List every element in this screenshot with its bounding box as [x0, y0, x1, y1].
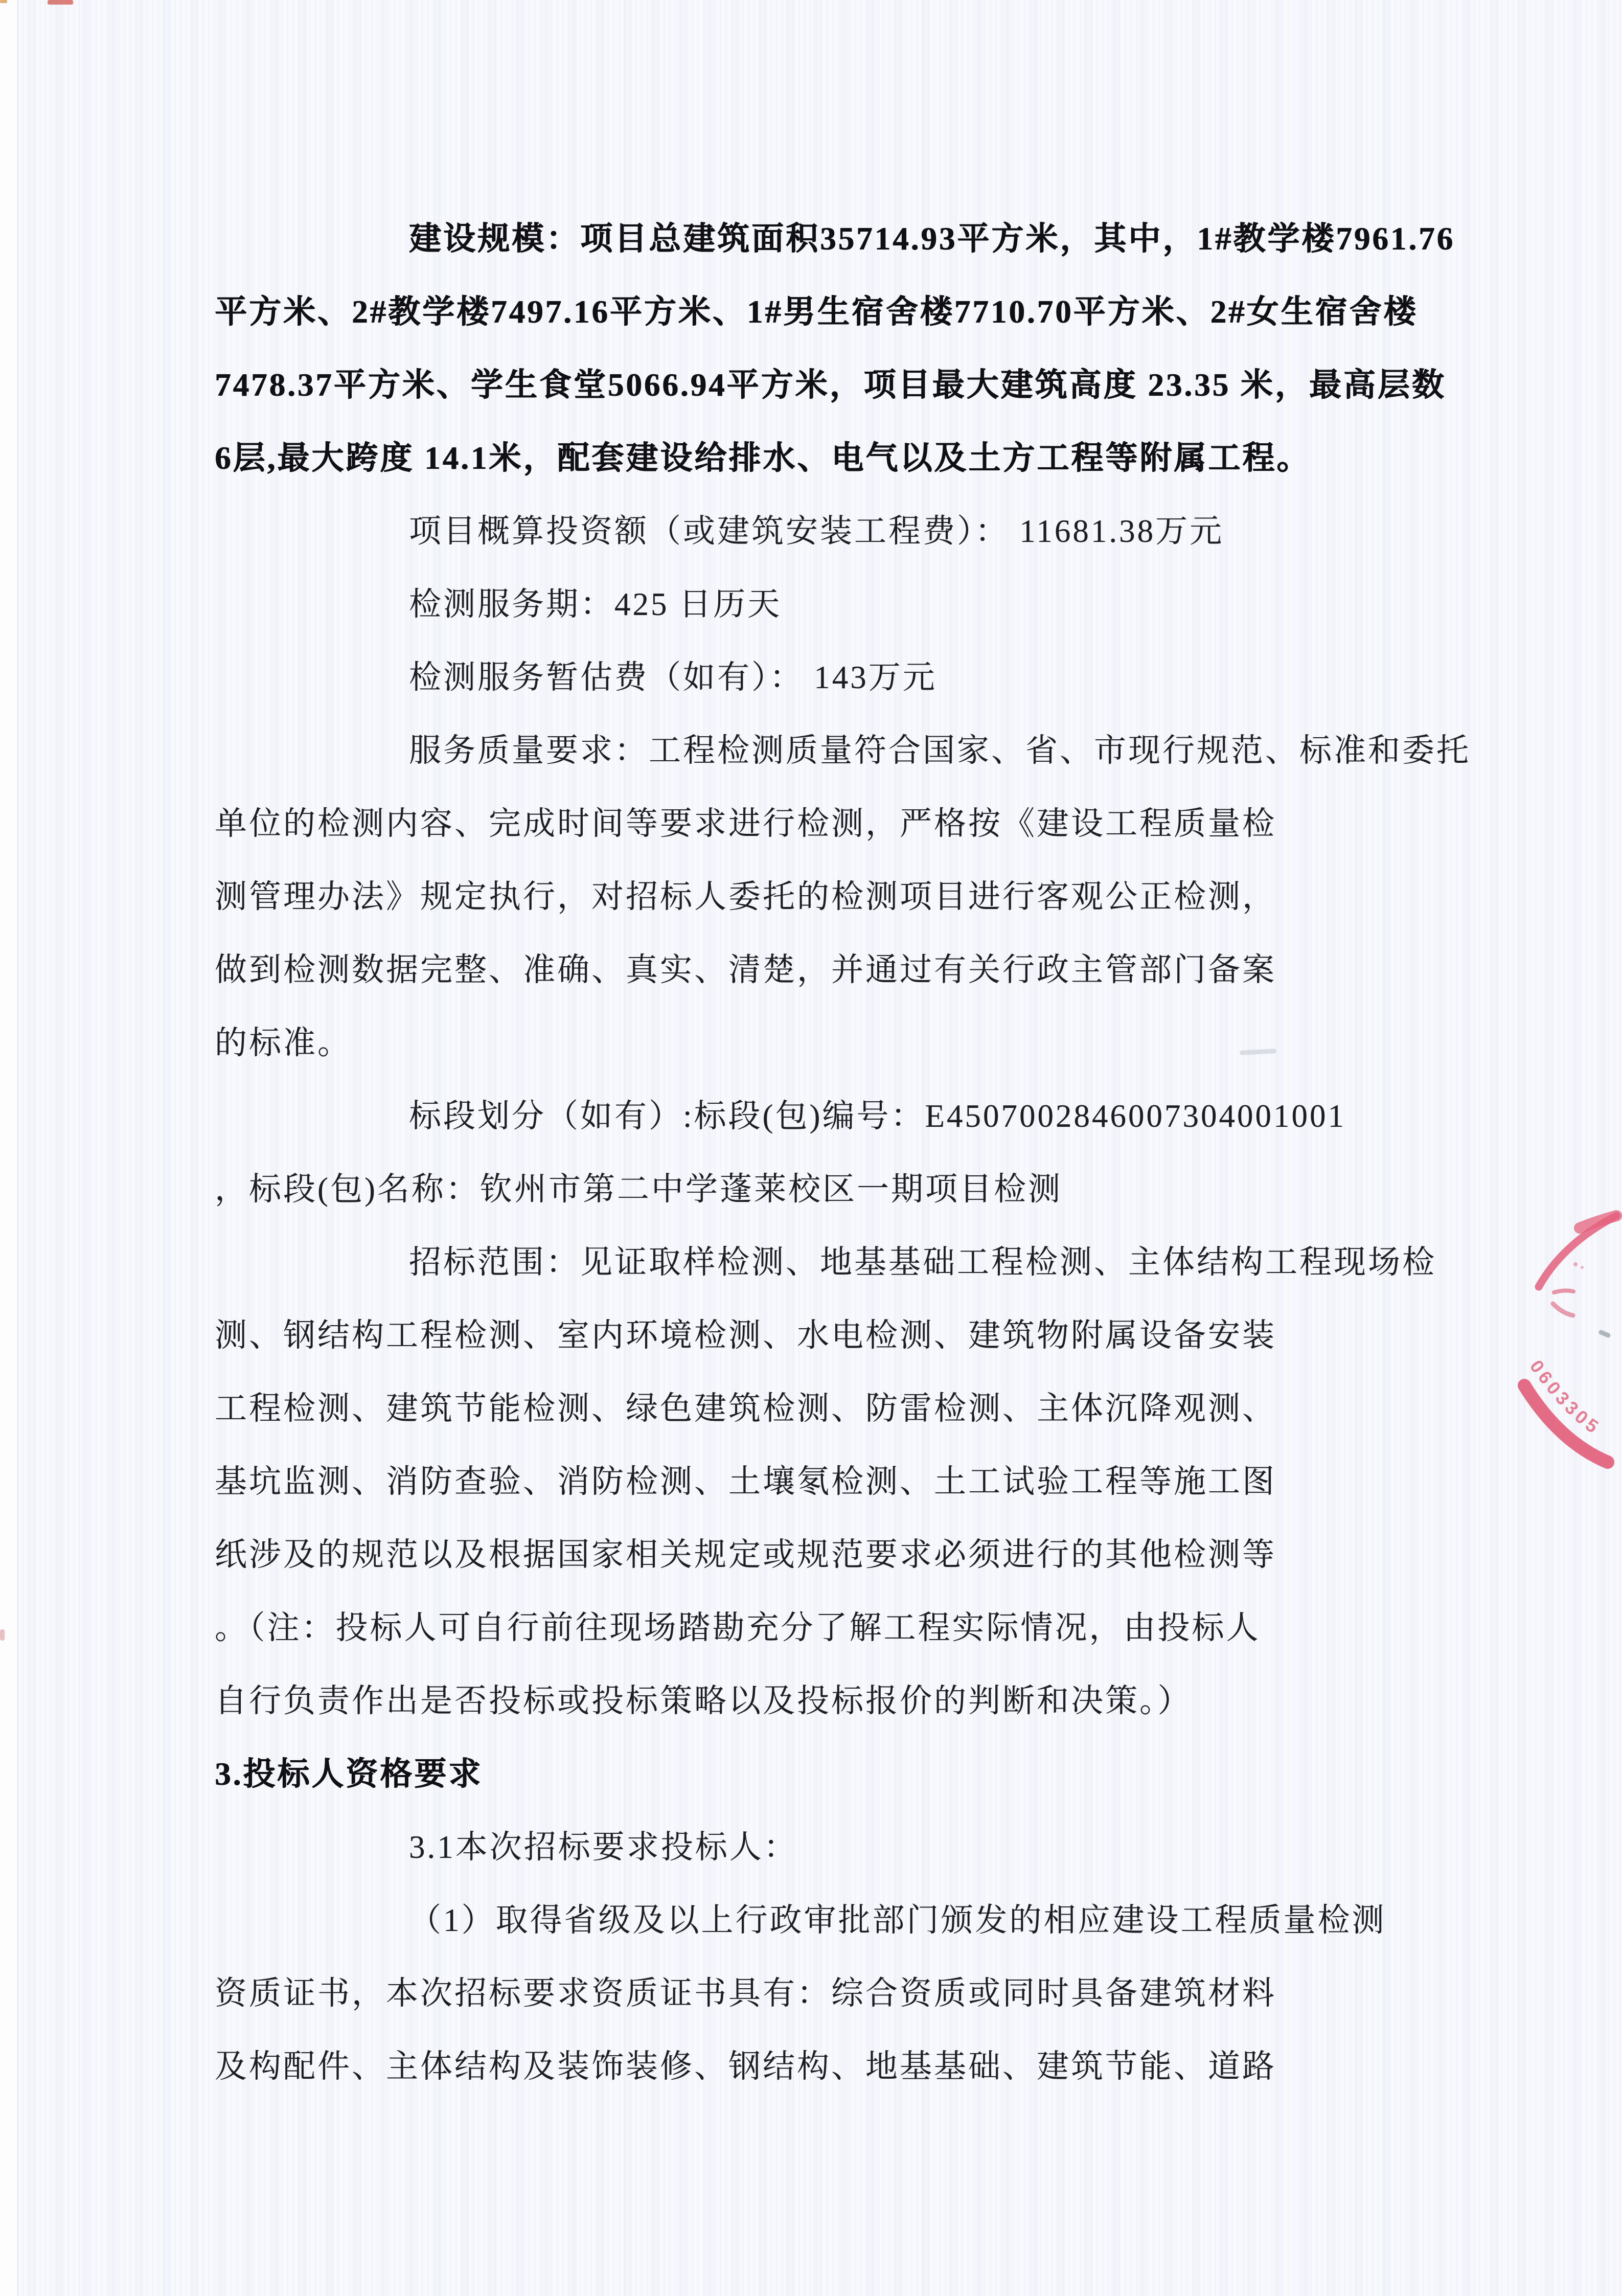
scan-artifact-left-smudge	[0, 1629, 5, 1641]
document-heading-bidder-qualification: 3.投标人资格要求	[215, 1756, 483, 1792]
scan-left-edge	[0, 0, 18, 2296]
document-line: 及构配件、主体结构及装饰装修、钢结构、地基基础、建筑节能、道路	[215, 2049, 1276, 2084]
document-line: 的标准。	[215, 1025, 352, 1061]
document-line: 自行负责作出是否投标或投标策略以及投标报价的判断和决策。）	[215, 1683, 1192, 1719]
document-line: 7478.37平方米、学生食堂5066.94平方米，项目最大建筑高度 23.35 米，最高层数	[215, 367, 1446, 403]
document-line: 建设规模：项目总建筑面积35714.93平方米，其中，1#教学楼7961.76	[409, 221, 1455, 257]
document-line: 3.1本次招标要求投标人：	[409, 1829, 798, 1865]
document-text-block	[215, 202, 1471, 2103]
document-line: 检测服务期：425 日历天	[409, 586, 782, 622]
document-line: 。（注：投标人可自行前往现场踏勘充分了解工程实际情况，由投标人	[215, 1610, 1261, 1646]
stamp-ink-fragment	[1554, 1290, 1573, 1292]
scan-artifact-top-red-mark	[48, 0, 73, 5]
document-line: 检测服务暂估费（如有）： 143万元	[409, 660, 937, 695]
stamp-ring-top-arc-thick-end	[1580, 1216, 1616, 1228]
document-line: ，标段(包)名称：钦州市第二中学蓬莱校区一期项目检测	[215, 1171, 1062, 1207]
document-line: 做到检测数据完整、准确、真实、清楚，并通过有关行政主管部门备案	[215, 952, 1276, 988]
document-line: 测、钢结构工程检测、室内环境检测、水电检测、建筑物附属设备安装	[215, 1317, 1276, 1353]
stamp-ink-fragment	[1553, 1304, 1573, 1315]
stamp-serial-number-text: 0603305	[1525, 1356, 1605, 1439]
document-line: 单位的检测内容、完成时间等要求进行检测，严格按《建设工程质量检	[215, 806, 1276, 842]
red-seal-stamp	[1503, 1196, 1622, 1483]
document-line: 平方米、2#教学楼7497.16平方米、1#男生宿舍楼7710.70平方米、2#女生宿舍楼	[215, 294, 1418, 330]
document-line: （1）取得省级及以上行政审批部门颁发的相应建设工程质量检测	[409, 1902, 1386, 1938]
document-line: 测管理办法》规定执行，对招标人委托的检测项目进行客观公正检测，	[215, 879, 1276, 915]
stamp-ink-speck	[1581, 1266, 1584, 1269]
document-line: 6层,最大跨度 14.1米，配套建设给排水、电气以及土方工程等附属工程。	[215, 440, 1311, 476]
document-line: 资质证书，本次招标要求资质证书具有：综合资质或同时具备建筑材料	[215, 1975, 1276, 2011]
document-line: 招标范围：见证取样检测、地基基础工程检测、主体结构工程现场检	[409, 1244, 1436, 1280]
scan-artifact-corner-mark	[0, 0, 7, 3]
document-line: 纸涉及的规范以及根据国家相关规定或规范要求必须进行的其他检测等	[215, 1537, 1276, 1573]
document-line: 工程检测、建筑节能检测、绿色建筑检测、防雷检测、主体沉降观测、	[215, 1391, 1276, 1426]
pencil-speck	[1601, 1332, 1608, 1335]
document-line: 服务质量要求：工程检测质量符合国家、省、市现行规范、标准和委托	[409, 733, 1471, 768]
stamp-ink-speck	[1573, 1262, 1578, 1266]
document-line: 项目概算投资额（或建筑安装工程费）： 11681.38万元	[409, 513, 1224, 549]
document-line: 标段划分（如有）:标段(包)编号：E4507002846007304001001	[409, 1098, 1346, 1134]
document-line: 基坑监测、消防查验、消防检测、土壤氡检测、土工试验工程等施工图	[215, 1464, 1276, 1499]
